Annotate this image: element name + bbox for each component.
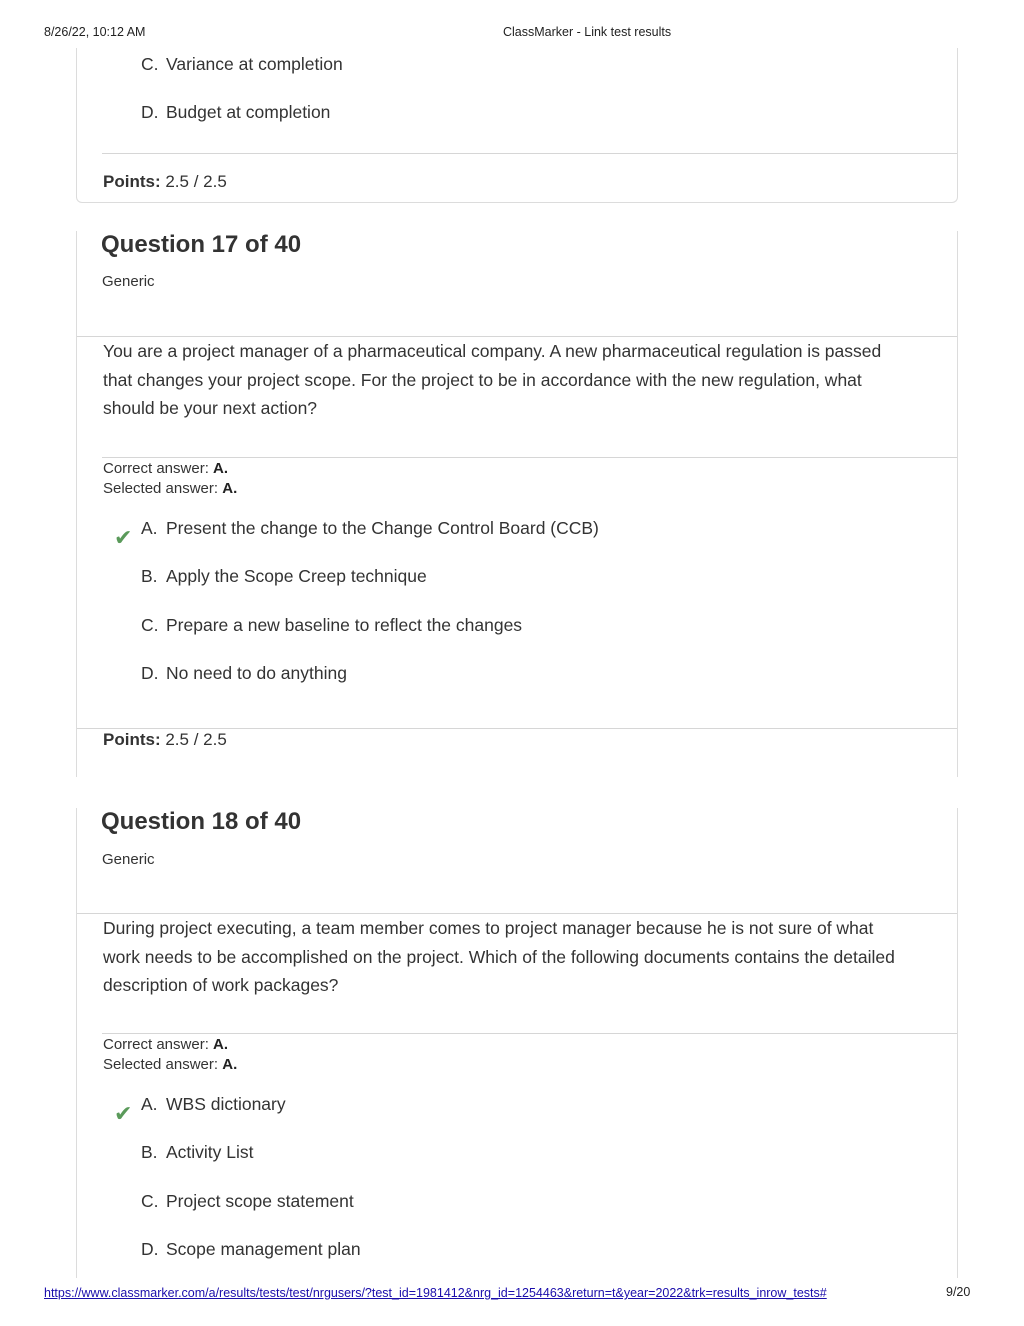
selected-answer: Selected answer: A. [103,1056,238,1073]
divider [102,1033,957,1034]
divider [102,153,957,154]
correct-check-icon: ✔ [114,1101,133,1126]
correct-answer: Correct answer: A. [103,460,229,477]
question-card-17 [76,231,958,777]
option-b: B. Apply the Scope Creep technique [141,566,427,586]
option-c: C. Variance at completion [141,54,343,74]
footer-url-link[interactable]: https://www.classmarker.com/a/results/tests/test/nrgusers/?test_id=1981412&nrg_id=1254463&return=t&year=2022&trk=results_inrow_tests# [44,1286,827,1300]
option-a: A. Present the change to the Change Control Board (CCB) [141,518,599,538]
points: Points: 2.5 / 2.5 [103,730,227,749]
question-title: Question 18 of 40 [101,808,302,835]
question-card-18 [76,808,958,1278]
question-text: During project executing, a team member comes to project manager because he is not sure of what work needs to be accomplished on the project. Which of the following documents contains the detailed description of work packages? [103,918,895,995]
answer-summary [103,1035,237,1075]
question-type: Generic [102,851,155,868]
option-d: D. Budget at completion [141,102,331,122]
divider [102,457,957,458]
option-c: C. Prepare a new baseline to reflect the changes [141,615,523,635]
option-c: C. Project scope statement [141,1191,354,1211]
divider [77,728,957,729]
correct-answer: Correct answer: A. [103,1036,229,1053]
question-text: You are a project manager of a pharmaceutical company. A new pharmaceutical regulation is passed that changes your project scope. For the project to be in accordance with the new regulation, what should be your next action? [103,341,882,418]
answer-summary [103,459,237,499]
option-b: B. Activity List [141,1142,254,1162]
option-d: D. No need to do anything [141,663,347,683]
print-page-title: ClassMarker - Link test results [503,25,672,39]
points: Points: 2.5 / 2.5 [103,172,227,191]
option-a: A. WBS dictionary [141,1094,286,1114]
question-card-16 [76,48,958,203]
correct-check-icon: ✔ [114,525,133,550]
selected-answer: Selected answer: A. [103,480,238,497]
option-d: D. Scope management plan [141,1239,361,1259]
question-title: Question 17 of 40 [101,231,302,258]
print-date: 8/26/22, 10:12 AM [44,25,146,39]
page-number: 9/20 [946,1285,971,1299]
question-type: Generic [102,273,155,290]
